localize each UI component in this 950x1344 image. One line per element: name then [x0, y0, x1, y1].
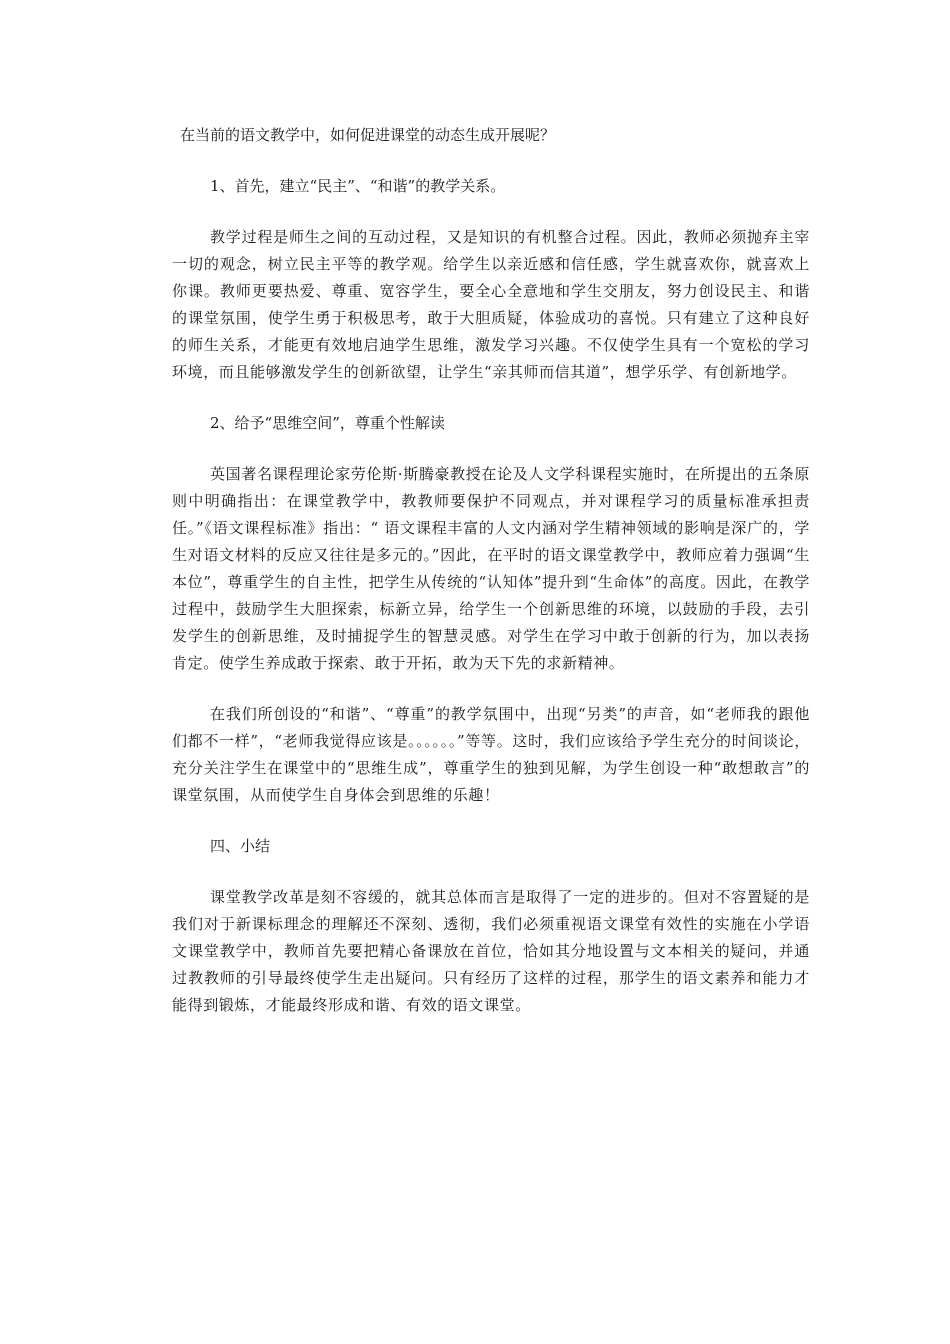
paragraph-1: 教学过程是师生之间的互动过程，又是知识的有机整合过程。因此，教师必须抛弃主宰一切的观念，树立民主平等的教学观。给学生以亲近感和信任感，学生就喜欢你，就喜欢上你课。教师更要热爱、尊重、宽容学生，要全心全意地和学生交朋友，努力创设民主、和谐的课堂氛围，使学生勇于积极思考，敢于大胆质疑，体验成功的喜悦。只有建立了这种良好的师生关系，才能更有效地启迪学生思维，激发学习兴趣。不仅使学生具有一个宽松的学习环境，而且能够激发学生的创新欲望，让学生“亲其师而信其道”，想学乐学、有创新地学。	[172, 228, 810, 381]
section-heading-2: 2、给予“思维空间”，尊重个性解读	[210, 414, 445, 432]
paragraph-3: 在我们所创设的“和谐”、“尊重”的教学氛围中，出现“另类”的声音，如“老师我的跟他们都不一样”，“老师我觉得应该是。。。。。。”等等。这时，我们应该给予学生充分的时间谈论，充分关注学生在课堂中的“思维生成”，尊重学生的独到见解，为学生创设一种“敢想敢言”的课堂氛围，从而使学生自身体会到思维的乐趣！	[172, 705, 810, 804]
section-heading-1: 1、首先，建立“民主”、“和谐”的教学关系。	[210, 177, 506, 195]
paragraph-4: 课堂教学改革是刻不容缓的，就其总体而言是取得了一定的进步的。但对不容置疑的是我们对于新课标理念的理解还不深刻、透彻，我们必须重视语文课堂有效性的实施在小学语文课堂教学中，教师首先要把精心备课放在首位，恰如其分地设置与文本相关的疑问，并通过教教师的引导最终使学生走出疑问。只有经历了这样的过程，那学生的语文素养和能力才能得到锻炼，才能最终形成和谐、有效的语文课堂。	[172, 888, 810, 1014]
intro-question: 在当前的语文教学中，如何促进课堂的动态生成开展呢？	[180, 126, 556, 144]
document-body	[172, 122, 810, 1019]
paragraph-2: 英国著名课程理论家劳伦斯·斯腾豪教授在论及人文学科课程实施时，在所提出的五条原则中明确指出：在课堂教学中，教教师要保护不同观点，并对课程学习的质量标准承担责任。”《语文课程标准》指出：“ 语文课程丰富的人文内涵对学生精神领域的影响是深广的，学生对语文材料的反应又往往是多元的。”因此，在平时的语文课堂教学中，教师应着力强调“生本位”，尊重学生的自主性，把学生从传统的“认知体”提升到“生命体”的高度。因此，在教学过程中，鼓励学生大胆探索，标新立异，给学生一个创新思维的环境，以鼓励的手段，去引发学生的创新思维，及时捕捉学生的智慧灵感。对学生在学习中敢于创新的行为，加以表扬肯定。使学生养成敢于探索、敢于开拓，敢为天下先的求新精神。	[172, 465, 810, 672]
section-heading-3: 四、小结	[210, 837, 271, 855]
